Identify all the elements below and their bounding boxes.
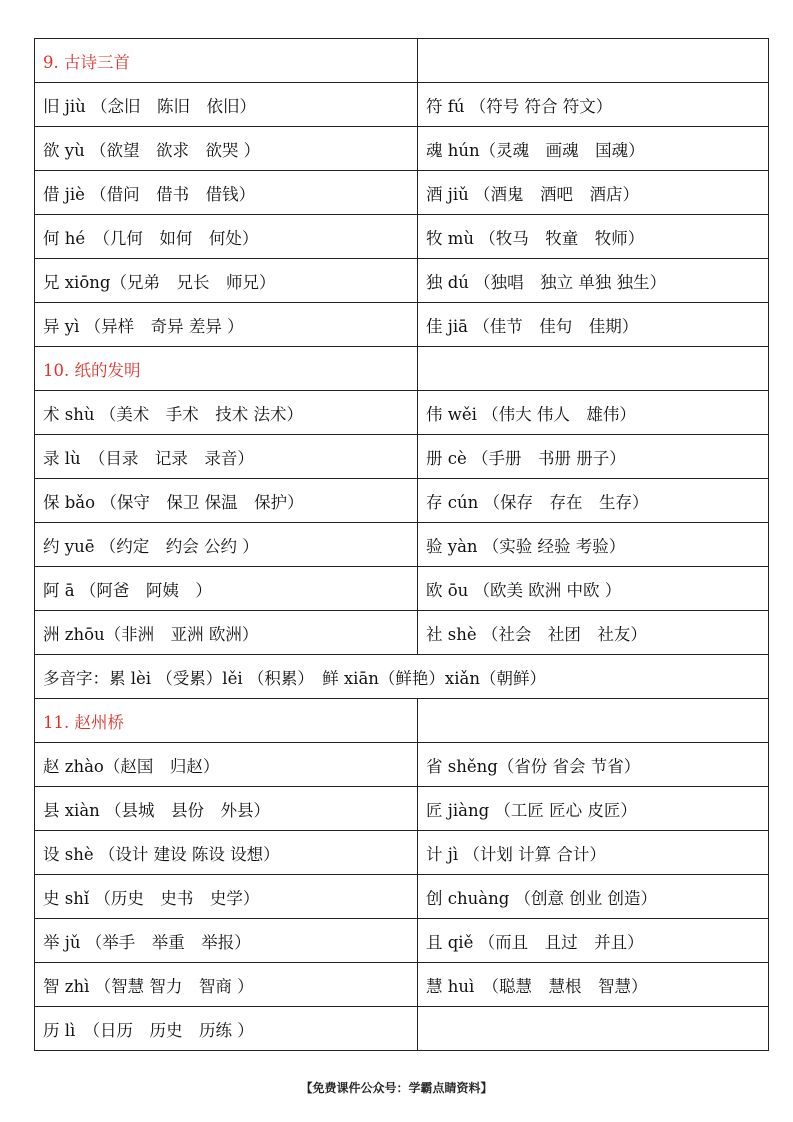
section-title: 9. 古诗三首: [35, 39, 418, 83]
table-row: [35, 567, 769, 611]
section-title: 10. 纸的发明: [35, 347, 418, 391]
vocab-cell-right: 计 jì （计划 计算 合计）: [418, 831, 769, 875]
table-row: [35, 391, 769, 435]
vocab-cell-right: 伟 wěi （伟大 伟人 雄伟）: [418, 391, 769, 435]
table-row: [35, 611, 769, 655]
vocab-cell-right: 验 yàn （实验 经验 考验）: [418, 523, 769, 567]
vocab-cell-left: 智 zhì （智慧 智力 智商 ）: [35, 963, 418, 1007]
vocab-cell-right: 魂 hún（灵魂 画魂 国魂）: [418, 127, 769, 171]
table-row: [35, 127, 769, 171]
vocab-cell-left: 约 yuē （约定 约会 公约 ）: [35, 523, 418, 567]
vocab-table: [34, 38, 769, 1051]
section-header-row: [35, 347, 769, 391]
empty-cell: [418, 39, 769, 83]
vocab-cell-right: 独 dú （独唱 独立 单独 独生）: [418, 259, 769, 303]
vocab-cell-right: 佳 jiā （佳节 佳句 佳期）: [418, 303, 769, 347]
table-row: [35, 743, 769, 787]
vocab-cell-left: 阿 ā （阿爸 阿姨 ）: [35, 567, 418, 611]
vocab-cell-left: 洲 zhōu（非洲 亚洲 欧洲）: [35, 611, 418, 655]
vocab-cell-right: 慧 huì （聪慧 慧根 智慧）: [418, 963, 769, 1007]
vocab-cell-left: 借 jiè （借问 借书 借钱）: [35, 171, 418, 215]
vocab-cell-right: 且 qiě （而且 且过 并且）: [418, 919, 769, 963]
vocab-cell-left: 设 shè （设计 建设 陈设 设想）: [35, 831, 418, 875]
table-row: [35, 655, 769, 699]
vocab-cell-left: 保 bǎo （保守 保卫 保温 保护）: [35, 479, 418, 523]
vocab-cell-left: 术 shù （美术 手术 技术 法术）: [35, 391, 418, 435]
vocab-cell-right: 匠 jiàng （工匠 匠心 皮匠）: [418, 787, 769, 831]
vocab-cell-right: 符 fú （符号 符合 符文）: [418, 83, 769, 127]
table-row: [35, 523, 769, 567]
vocab-cell-left: 异 yì （异样 奇异 差异 ）: [35, 303, 418, 347]
vocab-cell-right: 册 cè （手册 书册 册子）: [418, 435, 769, 479]
table-row: [35, 259, 769, 303]
table-row: [35, 479, 769, 523]
vocab-cell-left: 旧 jiù （念旧 陈旧 依旧）: [35, 83, 418, 127]
vocab-cell-left: 录 lù （目录 记录 录音）: [35, 435, 418, 479]
vocab-cell-right: [418, 1007, 769, 1051]
vocab-cell-right: 牧 mù （牧马 牧童 牧师）: [418, 215, 769, 259]
table-row: [35, 875, 769, 919]
vocab-cell-right: 省 shěng（省份 省会 节省）: [418, 743, 769, 787]
vocab-cell-left: 历 lì （日历 历史 历练 ）: [35, 1007, 418, 1051]
table-row: [35, 963, 769, 1007]
empty-cell: [418, 347, 769, 391]
table-row: [35, 303, 769, 347]
vocab-cell-left: 举 jǔ （举手 举重 举报）: [35, 919, 418, 963]
vocab-cell-right: 社 shè （社会 社团 社友）: [418, 611, 769, 655]
polyphone-note: 多音字：累 lèi （受累）lěi （积累） 鲜 xiān（鲜艳）xiǎn（朝鲜）: [35, 655, 769, 699]
table-row: [35, 831, 769, 875]
vocab-cell-right: 欧 ōu （欧美 欧洲 中欧 ）: [418, 567, 769, 611]
table-row: [35, 435, 769, 479]
vocab-cell-right: 创 chuàng （创意 创业 创造）: [418, 875, 769, 919]
vocab-cell-left: 欲 yù （欲望 欲求 欲哭 ）: [35, 127, 418, 171]
table-row: [35, 215, 769, 259]
vocab-cell-left: 何 hé （几何 如何 何处）: [35, 215, 418, 259]
section-header-row: [35, 39, 769, 83]
table-row: [35, 171, 769, 215]
vocab-cell-left: 县 xiàn （县城 县份 外县）: [35, 787, 418, 831]
vocab-cell-right: 存 cún （保存 存在 生存）: [418, 479, 769, 523]
vocab-cell-right: 酒 jiǔ （酒鬼 酒吧 酒店）: [418, 171, 769, 215]
empty-cell: [418, 699, 769, 743]
vocab-cell-left: 赵 zhào（赵国 归赵）: [35, 743, 418, 787]
vocab-cell-left: 史 shǐ （历史 史书 史学）: [35, 875, 418, 919]
section-title: 11. 赵州桥: [35, 699, 418, 743]
vocab-cell-left: 兄 xiōng（兄弟 兄长 师兄）: [35, 259, 418, 303]
table-row: [35, 919, 769, 963]
table-row: [35, 1007, 769, 1051]
footer-note: 【免费课件公众号：学霸点睛资料】: [300, 1081, 493, 1095]
vocab-table-body: [35, 39, 769, 1051]
table-row: [35, 83, 769, 127]
section-header-row: [35, 699, 769, 743]
table-row: [35, 787, 769, 831]
